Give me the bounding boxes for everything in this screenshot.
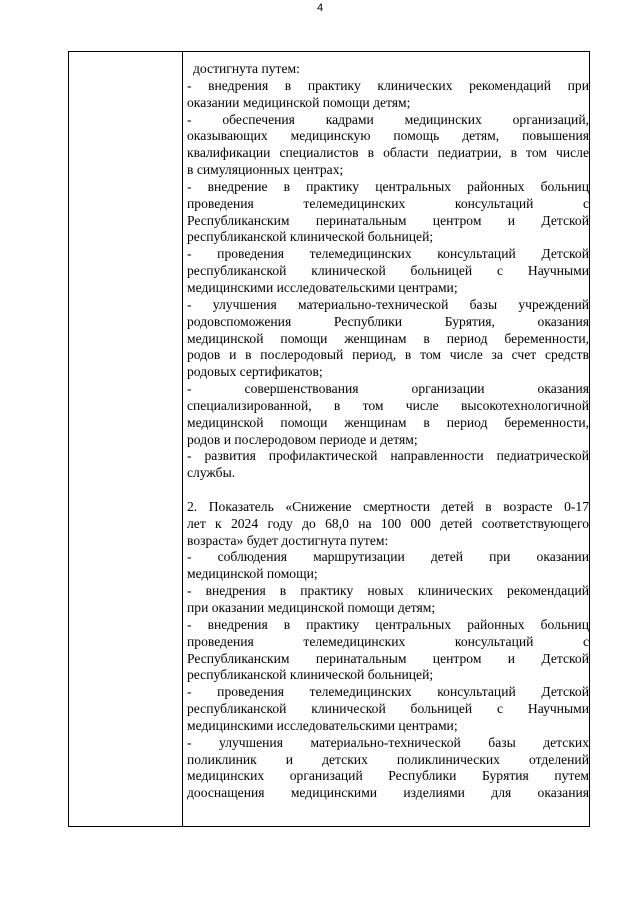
text-line: - соблюдения маршрутизации детей при оказании xyxy=(187,549,589,565)
blank-line xyxy=(187,482,589,499)
text-line: - улучшения материально-технической базы детских xyxy=(187,734,589,750)
text-line: оказании медицинской помощи детям; xyxy=(187,94,411,110)
text-line: оказывающих медицинскую помощь детям, повышения xyxy=(187,128,589,144)
text-line: медицинской помощи женщинам в период беременности, xyxy=(187,414,589,430)
text-line: - проведения телемедицинских консультаций Детской xyxy=(187,246,589,262)
text-line: республиканской клинической больницей с Научными xyxy=(187,263,589,279)
text-line: - внедрения в практику клинических рекомендаций при xyxy=(187,77,589,93)
text-line: при оказании медицинской помощи детям; xyxy=(187,600,436,615)
text-line: республиканской клинической больницей; xyxy=(187,667,434,683)
text-line: возраста» будет достигнута путем: xyxy=(187,532,389,548)
text-line: - улучшения материально-технической базы учреждений xyxy=(187,296,589,312)
text-line: дооснащения медицинскими изделиями для оказания xyxy=(187,785,589,801)
text-line: медицинскими исследовательскими центрами; xyxy=(187,279,458,295)
text-line: медицинских организаций Республики Бурятия путем xyxy=(187,768,589,784)
text-line: - обеспечения кадрами медицинских организаций, xyxy=(187,111,589,127)
text-line: - развития профилактической направленности педиатрической xyxy=(187,448,589,464)
document-table xyxy=(68,51,590,827)
text-line: поликлиник и детских поликлинических отделений xyxy=(187,751,589,767)
text-line: медицинской помощи женщинам в период беременности, xyxy=(187,330,589,346)
text-line: службы. xyxy=(187,465,236,481)
text-line: - совершенствования организации оказания xyxy=(187,381,589,397)
text-line: медицинскими исследовательскими центрами; xyxy=(187,717,458,733)
text-line: - внедрения в практику новых клинических рекомендаций xyxy=(187,583,589,599)
text-line: республиканской клинической больницей с Научными xyxy=(187,701,589,717)
text-line: специализированной, в том числе высокотехнологичной xyxy=(187,397,589,413)
text-line: - проведения телемедицинских консультаций Детской xyxy=(187,684,589,700)
text-line: родовых сертификатов; xyxy=(187,364,323,380)
text-line: - внедрения в практику центральных районных больниц xyxy=(187,616,589,632)
text-line: - внедрение в практику центральных районных больниц xyxy=(187,178,589,194)
text-line: проведения телемедицинских консультаций с xyxy=(187,195,589,211)
text-line: проведения телемедицинских консультаций с xyxy=(187,633,589,649)
text-line: квалификации специалистов в области педиатрии, в том числе xyxy=(187,145,589,161)
page-number: 4 xyxy=(316,2,324,14)
text-line: Республиканским перинатальным центром и Детской xyxy=(187,650,589,666)
text-line: родов и в послеродовый период, в том числе за счет средств xyxy=(187,347,589,363)
table-left-column xyxy=(69,52,183,826)
text-line: родов и послеродовом периоде и детям; xyxy=(187,431,418,447)
text-line: республиканской клинической больницей; xyxy=(187,229,434,245)
text-line: Республиканским перинатальным центром и Детской xyxy=(187,212,589,228)
text-line: медицинской помощи; xyxy=(187,566,318,582)
text-line: в симуляционных центрах; xyxy=(187,162,344,178)
text-line: достигнута путем: xyxy=(193,61,300,76)
text-line: родовспоможения Республики Бурятия, оказания xyxy=(187,313,589,329)
text-line: лет к 2024 году до 68,0 на 100 000 детей соответствующего xyxy=(187,515,589,531)
table-right-column xyxy=(183,52,589,826)
text-line: 2. Показатель «Снижение смертности детей в возрасте 0-17 xyxy=(187,498,589,514)
